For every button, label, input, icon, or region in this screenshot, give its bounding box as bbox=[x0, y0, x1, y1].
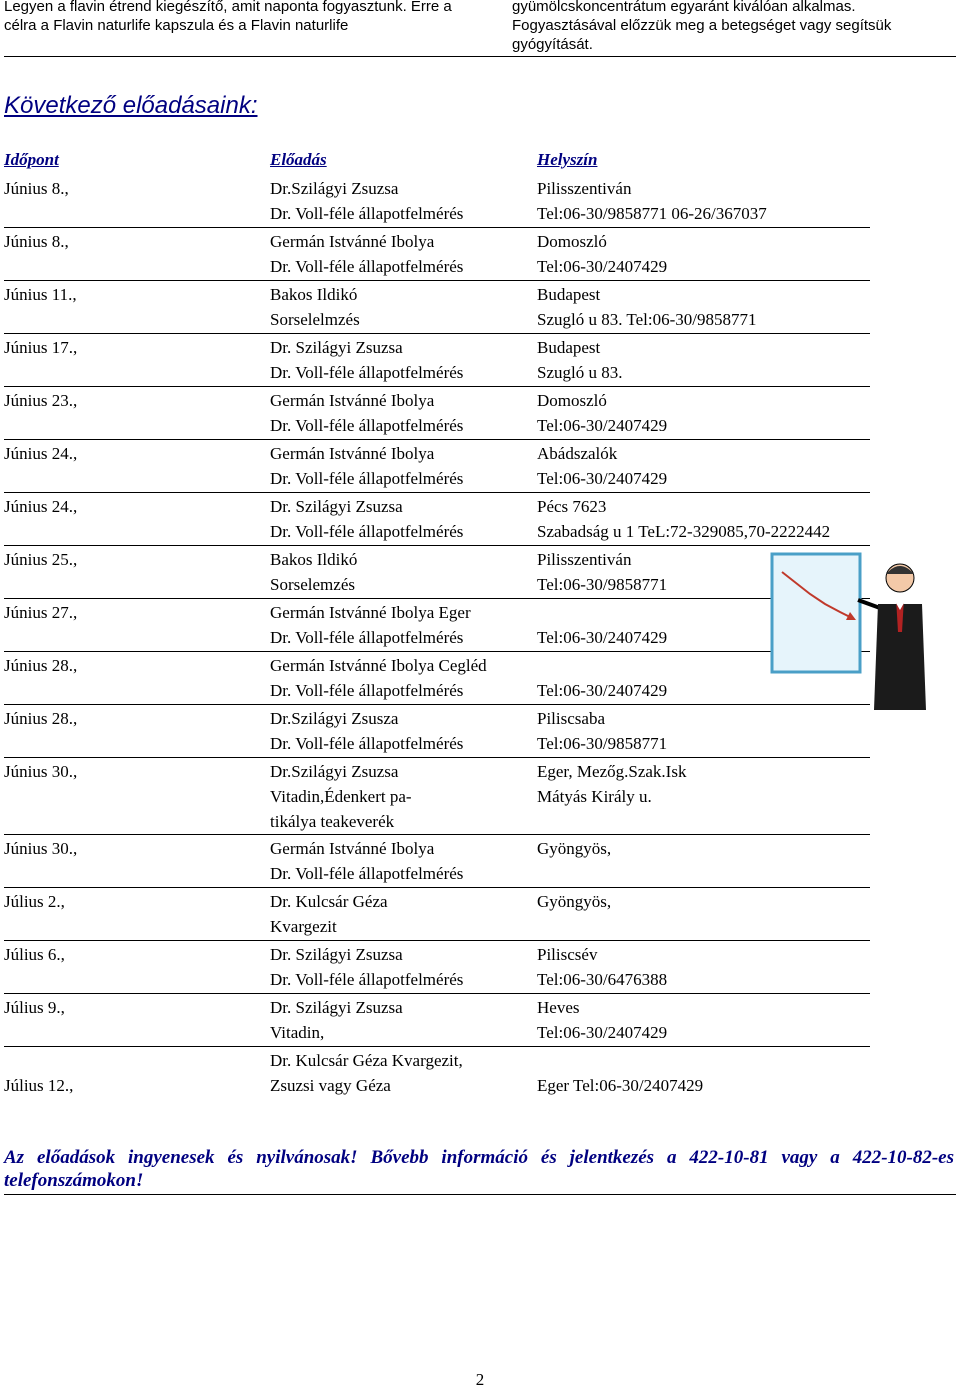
row-venue-line: Tel:06-30/2407429 bbox=[537, 469, 668, 488]
row-lecture-line: Dr.Szilágyi Zsuzsa bbox=[270, 762, 399, 781]
row-lecture-line: Dr. Voll-féle állapotfelmérés bbox=[270, 416, 464, 435]
row-venue-line: Szugló u 83. bbox=[537, 363, 623, 382]
row-lecture-line: Bakos Ildikó bbox=[270, 550, 358, 569]
row-venue-line: Domoszló bbox=[537, 232, 607, 251]
row-divider bbox=[4, 386, 870, 387]
row-lecture-line: Dr. Voll-féle állapotfelmérés bbox=[270, 970, 464, 989]
row-divider bbox=[4, 651, 870, 652]
row-venue-line: Piliscsaba bbox=[537, 709, 605, 728]
row-venue-line: Gyöngyös, bbox=[537, 839, 612, 858]
row-venue-line: Tel:06-30/2407429 bbox=[537, 628, 668, 647]
row-venue-line: Pilisszentiván bbox=[537, 550, 632, 569]
row-lecture-line: Dr. Voll-féle állapotfelmérés bbox=[270, 681, 464, 700]
row-venue-line: Tel:06-30/9858771 bbox=[537, 734, 668, 753]
row-venue-line: Tel:06-30/2407429 bbox=[537, 681, 668, 700]
free-events-note: Az előadások ingyenesek és nyilvánosak! Bővebb információ és jelentkezés a 422-10-81 vagy a 422-10-82-es telefonszámokon! bbox=[4, 1147, 954, 1191]
row-lecture-line: Germán Istvánné Ibolya Eger bbox=[270, 603, 471, 622]
row-venue-line: Piliscsév bbox=[537, 945, 598, 964]
row-lecture-line: Dr. Szilágyi Zsuzsa bbox=[270, 338, 403, 357]
row-divider bbox=[4, 993, 870, 994]
row-lecture-line: Vitadin, bbox=[270, 1023, 325, 1042]
row-venue-line: Gyöngyös, bbox=[537, 892, 612, 911]
row-venue-line: Pécs 7623 bbox=[537, 497, 607, 516]
footer-divider bbox=[4, 1194, 956, 1195]
column-header-venue: Helyszín bbox=[537, 150, 598, 169]
row-lecture-line: Sorselelmzés bbox=[270, 310, 360, 329]
row-divider bbox=[4, 280, 870, 281]
row-lecture-line: Dr.Szilágyi Zsusza bbox=[270, 709, 399, 728]
row-divider bbox=[4, 333, 870, 334]
row-divider bbox=[4, 1046, 870, 1047]
row-lecture-line: Vitadin,Édenkert pa- bbox=[270, 787, 412, 806]
row-divider bbox=[4, 940, 870, 941]
row-lecture-line: Dr. Szilágyi Zsuzsa bbox=[270, 497, 403, 516]
row-date: Július 6., bbox=[4, 945, 65, 964]
row-lecture-line: Bakos Ildikó bbox=[270, 285, 358, 304]
row-venue-line: Szugló u 83. Tel:06-30/9858771 bbox=[537, 310, 757, 329]
row-date: Június 30., bbox=[4, 762, 78, 781]
column-header-lecture: Előadás bbox=[270, 150, 327, 169]
row-lecture-line: Zsuzsi vagy Géza bbox=[270, 1076, 391, 1095]
row-date: Június 27., bbox=[4, 603, 78, 622]
row-lecture-line: Dr. Voll-féle állapotfelmérés bbox=[270, 734, 464, 753]
row-lecture-line: Dr. Szilágyi Zsuzsa bbox=[270, 998, 403, 1017]
row-lecture-line: Dr. Kulcsár Géza Kvargezit, bbox=[270, 1051, 463, 1070]
row-lecture-line: Germán Istvánné Ibolya Cegléd bbox=[270, 656, 487, 675]
row-lecture-line: Dr. Voll-féle állapotfelmérés bbox=[270, 257, 464, 276]
row-venue-line: Domoszló bbox=[537, 391, 607, 410]
row-venue-line: Tel:06-30/6476388 bbox=[537, 970, 668, 989]
row-venue-line: Budapest bbox=[537, 338, 601, 357]
row-venue-line: Pilisszentiván bbox=[537, 179, 632, 198]
row-venue-line: Abádszalók bbox=[537, 444, 618, 463]
row-lecture-line: Dr. Voll-féle állapotfelmérés bbox=[270, 204, 464, 223]
row-date: Július 2., bbox=[4, 892, 65, 911]
row-date: Június 23., bbox=[4, 391, 78, 410]
row-venue-line: Tel:06-30/2407429 bbox=[537, 257, 668, 276]
row-date: Június 17., bbox=[4, 338, 78, 357]
row-lecture-line: Germán Istvánné Ibolya bbox=[270, 839, 435, 858]
row-lecture-line: Sorselemzés bbox=[270, 575, 355, 594]
row-lecture-line: Dr.Szilágyi Zsuzsa bbox=[270, 179, 399, 198]
row-venue-line: Eger Tel:06-30/2407429 bbox=[537, 1076, 704, 1095]
row-divider bbox=[4, 598, 870, 599]
intro-right-column: gyümölcskoncentrátum egyaránt kiválóan alkalmas. Fogyasztásával előzzük meg a betegséget vagy segítsük gyógyítását. bbox=[512, 0, 892, 53]
row-venue-line: Szabadság u 1 TeL:72-329085,70-2222442 bbox=[537, 522, 831, 541]
intro-divider bbox=[4, 56, 956, 57]
row-divider bbox=[4, 834, 870, 835]
row-lecture-line: Germán Istvánné Ibolya bbox=[270, 232, 435, 251]
row-divider bbox=[4, 887, 870, 888]
row-lecture-line: Dr. Voll-féle állapotfelmérés bbox=[270, 522, 464, 541]
row-date: Június 24., bbox=[4, 497, 78, 516]
row-divider bbox=[4, 704, 870, 705]
row-lecture-line: Dr. Voll-féle állapotfelmérés bbox=[270, 864, 464, 883]
intro-left-column: Legyen a flavin étrend kiegészítő, amit naponta fogyasztunk. Erre a célra a Flavin naturlife kapszula és a Flavin naturlife bbox=[4, 0, 452, 34]
row-divider bbox=[4, 757, 870, 758]
row-venue-line: Tel:06-30/9858771 06-26/367037 bbox=[537, 204, 767, 223]
column-header-date: Időpont bbox=[4, 150, 59, 169]
row-divider bbox=[4, 545, 870, 546]
row-date: Június 8., bbox=[4, 232, 69, 251]
row-venue-line: Heves bbox=[537, 998, 580, 1017]
row-venue-line: Mátyás Király u. bbox=[537, 787, 652, 806]
row-date: Június 25., bbox=[4, 550, 78, 569]
row-venue-line: Tel:06-30/9858771 bbox=[537, 575, 668, 594]
row-date: Július 12., bbox=[4, 1076, 74, 1095]
row-venue-line: Tel:06-30/2407429 bbox=[537, 416, 668, 435]
presenter-illustration bbox=[770, 552, 930, 712]
row-lecture-line: Dr. Voll-féle állapotfelmérés bbox=[270, 363, 464, 382]
presenter-chart-icon bbox=[770, 552, 930, 712]
row-venue-line: Budapest bbox=[537, 285, 601, 304]
row-lecture-line: Germán Istvánné Ibolya bbox=[270, 444, 435, 463]
row-date: Június 11., bbox=[4, 285, 77, 304]
row-lecture-line: Dr. Szilágyi Zsuzsa bbox=[270, 945, 403, 964]
row-date: Június 24., bbox=[4, 444, 78, 463]
row-lecture-line: Dr. Voll-féle állapotfelmérés bbox=[270, 469, 464, 488]
row-date: Július 9., bbox=[4, 998, 65, 1017]
row-date: Június 28., bbox=[4, 709, 78, 728]
row-venue-line: Tel:06-30/2407429 bbox=[537, 1023, 668, 1042]
row-date: Június 30., bbox=[4, 839, 78, 858]
row-lecture-line: Kvargezit bbox=[270, 917, 337, 936]
row-lecture-line: tikálya teakeverék bbox=[270, 812, 395, 831]
row-lecture-line: Germán Istvánné Ibolya bbox=[270, 391, 435, 410]
row-divider bbox=[4, 227, 870, 228]
row-divider bbox=[4, 439, 870, 440]
section-heading: Következő előadásaink: bbox=[4, 92, 258, 119]
row-lecture-line: Dr. Kulcsár Géza bbox=[270, 892, 388, 911]
row-date: Június 8., bbox=[4, 179, 69, 198]
row-lecture-line: Dr. Voll-féle állapotfelmérés bbox=[270, 628, 464, 647]
row-venue-line: Eger, Mezőg.Szak.Isk bbox=[537, 762, 687, 781]
page-number: 2 bbox=[475, 1370, 485, 1389]
row-date: Június 28., bbox=[4, 656, 78, 675]
row-divider bbox=[4, 492, 870, 493]
